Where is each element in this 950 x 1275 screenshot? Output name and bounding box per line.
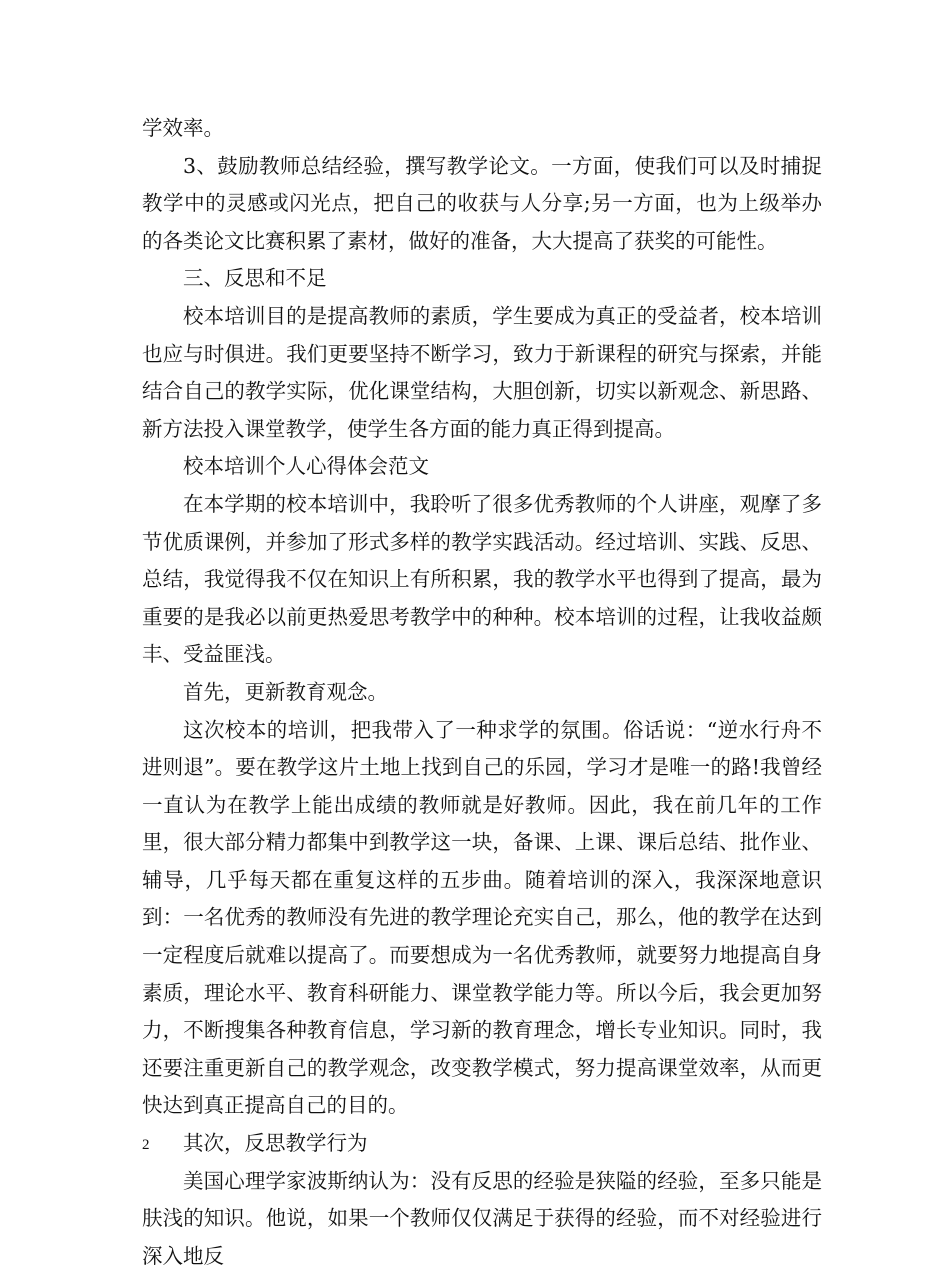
paragraph: 这次校本的培训，把我带入了一种求学的氛围。俗话说：“逆水行舟不进则退”。要在教学这片土地上找到自己的乐园，学习才是唯一的路!我曾经一直认为在教学上能出成绩的教师就是好教师。因此，我在前几年的工作里，很大部分精力都集中到教学这一块，备课、上课、课后总结、批作业、辅导，几乎每天都在重复这样的五步曲。随着培训的深入，我深深地意识到：一名优秀的教师没有先进的教学理论充实自己，那么，他的教学在达到一定程度后就难以提高了。而要想成为一名优秀教师，就要努力地提高自身素质，理论水平、教育科研能力、课堂教学能力等。所以今后，我会更加努力，不断搜集各种教育信息，学习新的教育理念，增长专业知识。同时，我还要注重更新自己的教学观念，改变教学模式，努力提高课堂效率，从而更快达到真正提高自己的目的。	[142, 717, 822, 1118]
paragraph: 学效率。	[142, 116, 224, 140]
subsection-heading: 其次，反思教学行为	[183, 1131, 368, 1156]
page-number: 2	[142, 1137, 150, 1153]
document-body	[142, 110, 822, 1275]
subsection-heading: 首先，更新教育观念。	[183, 679, 388, 704]
paragraph: 在本学期的校本培训中，我聆听了很多优秀教师的个人讲座，观摩了多节优质课例，并参加了形式多样的教学实践活动。经过培训、实践、反思、总结，我觉得我不仅在知识上有所积累，我的教学水平也得到了提高，最为重要的是我必以前更热爱思考教学中的种种。校本培训的过程，让我收益颇丰、受益匪浅。	[142, 491, 822, 667]
paragraph: 校本培训目的是提高教师的素质，学生要成为真正的受益者，校本培训也应与时俱进。我们更要坚持不断学习，致力于新课程的研究与探索，并能结合自己的教学实际，优化课堂结构，大胆创新，切实以新观念、新思路、新方法投入课堂教学，使学生各方面的能力真正得到提高。	[142, 303, 822, 441]
section-heading: 三、反思和不足	[183, 266, 327, 291]
article-title: 校本培训个人心得体会范文	[183, 454, 429, 479]
paragraph: 3、鼓励教师总结经验，撰写教学论文。一方面，使我们可以及时捕捉教学中的灵感或闪光点，把自己的收获与人分享;另一方面，也为上级举办的各类论文比赛积累了素材，做好的准备，大大提高了获奖的可能性。	[142, 153, 822, 253]
paragraph: 美国心理学家波斯纳认为：没有反思的经验是狭隘的经验，至多只能是肤浅的知识。他说，如果一个教师仅仅满足于获得的经验，而不对经验进行深入地反	[142, 1168, 822, 1268]
